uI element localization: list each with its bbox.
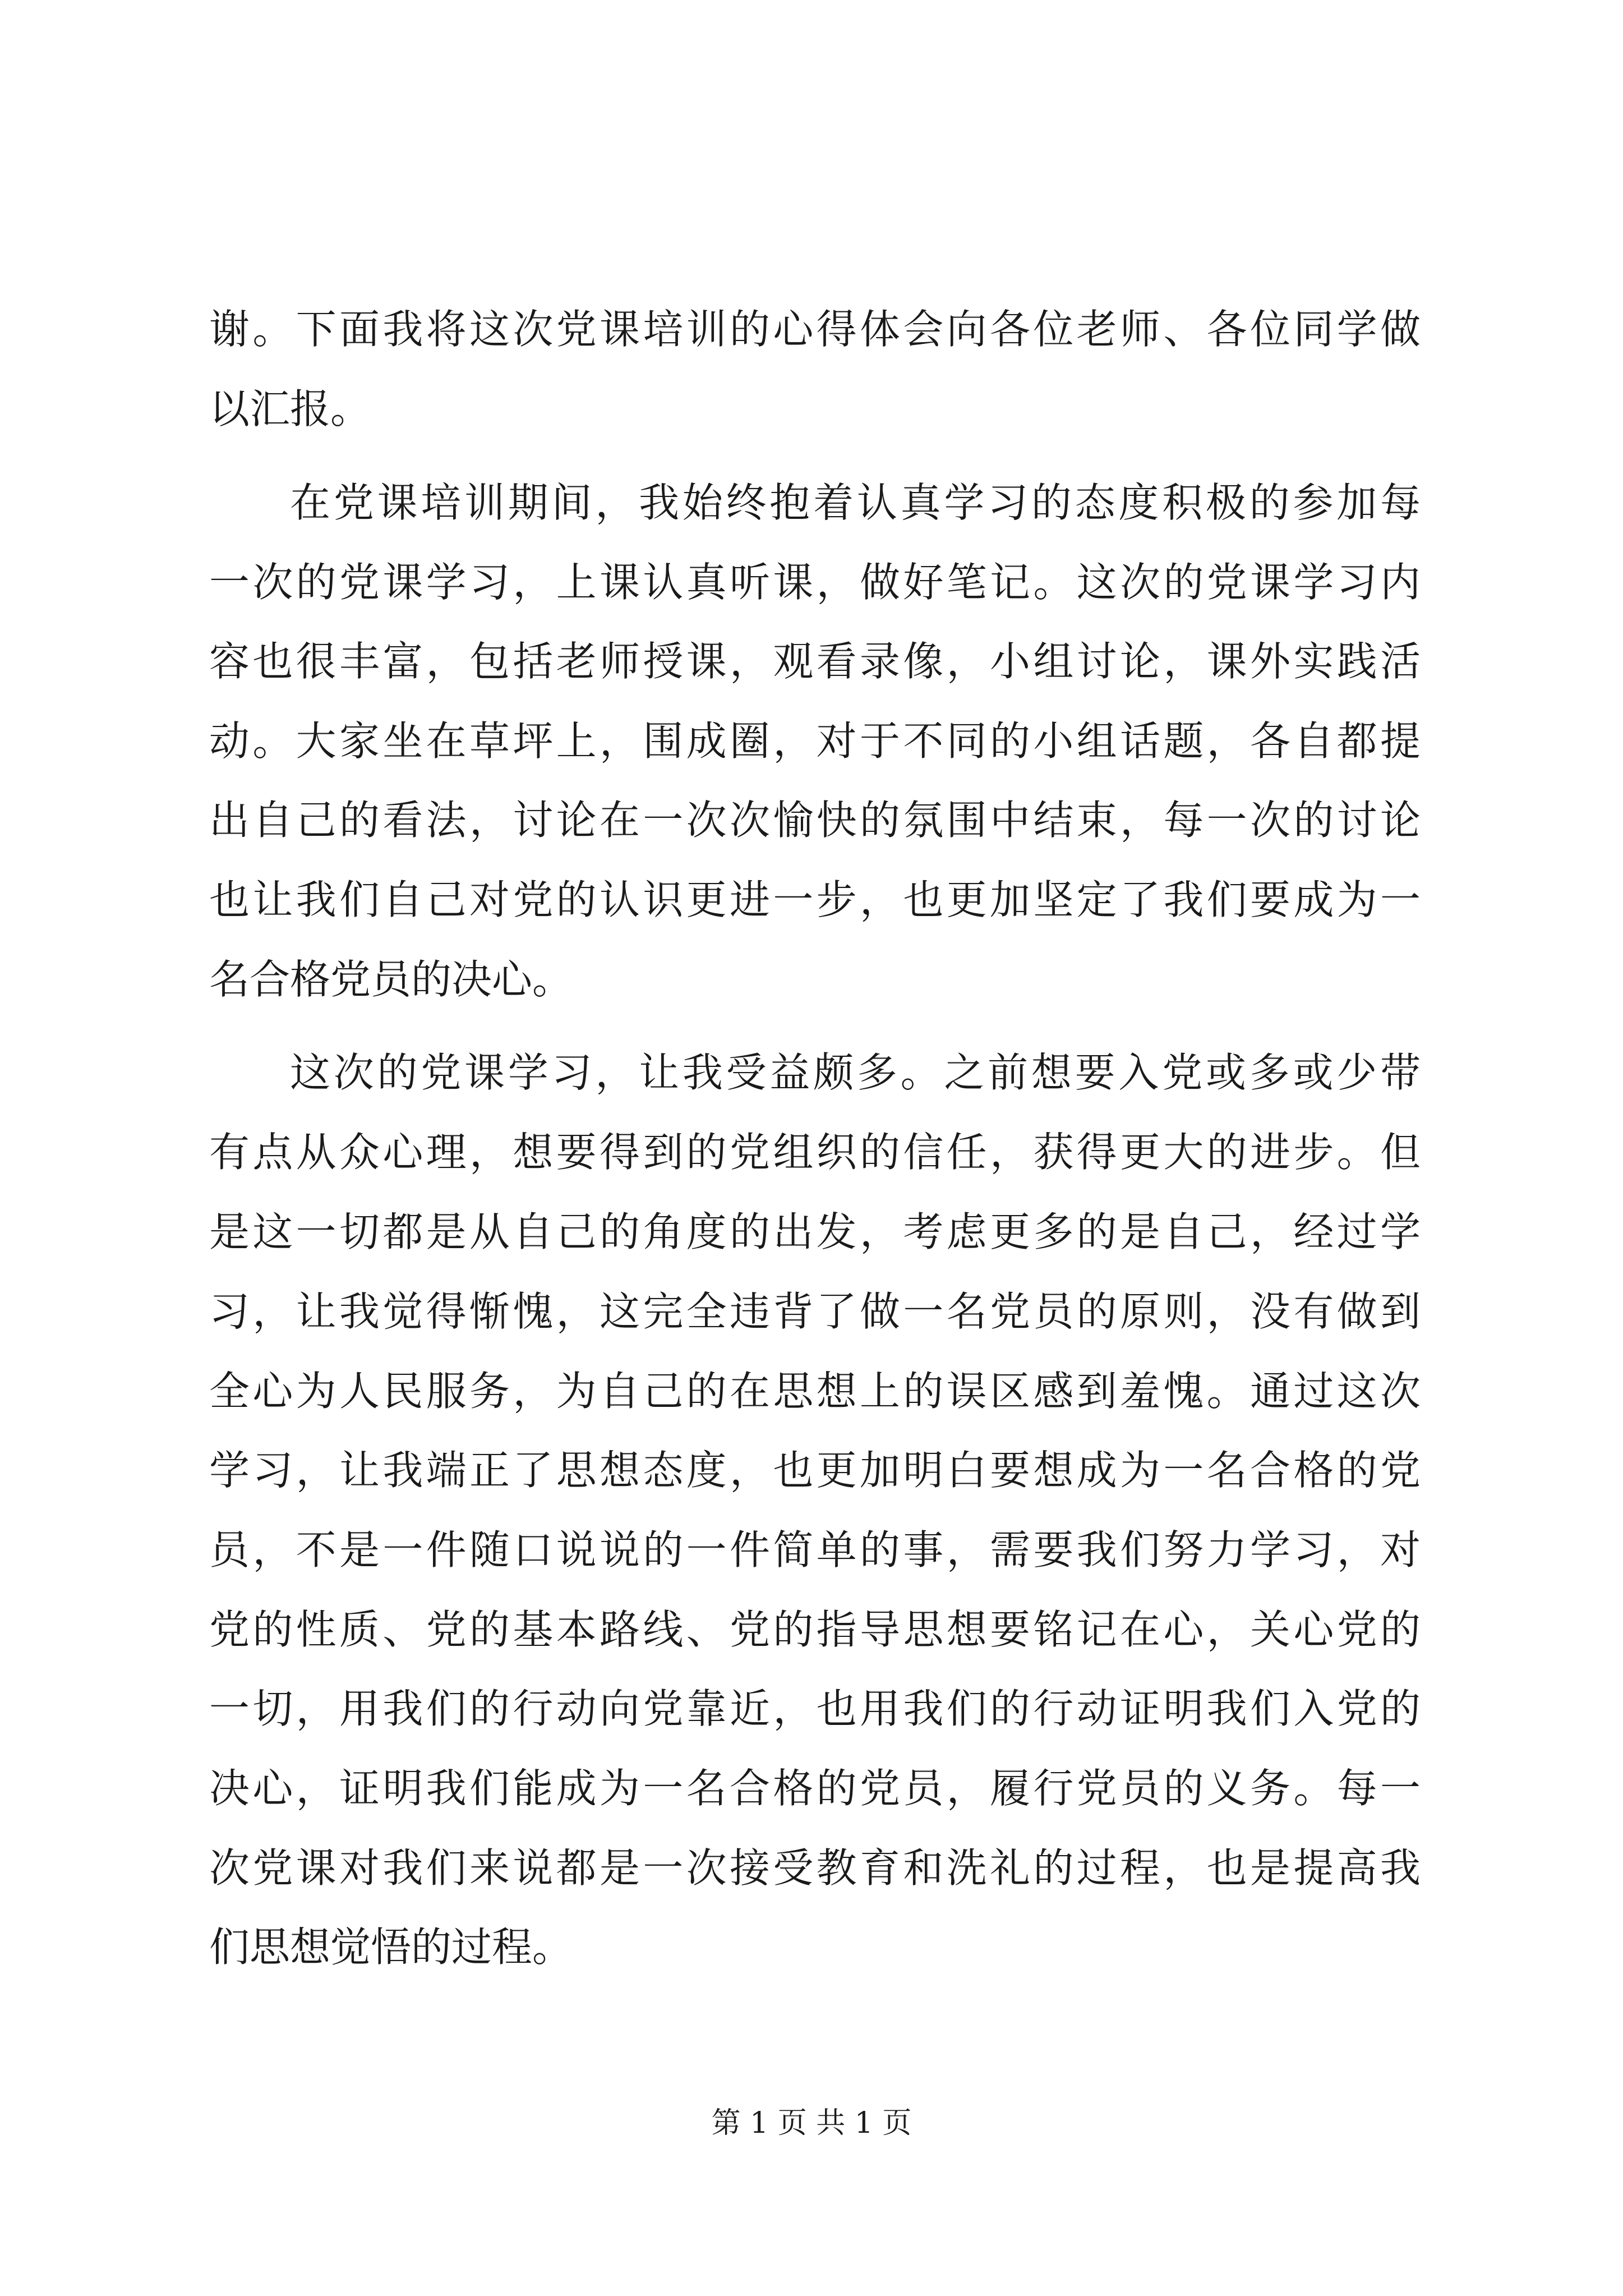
paragraph-line: 是这一切都是从自己的角度的出发，考虑更多的是自己，经过学 bbox=[209, 1208, 1421, 1255]
paragraph-line: 一次的党课学习，上课认真听课，做好笔记。这次的党课学习内 bbox=[209, 559, 1421, 606]
paragraph-line: 员，不是一件随口说说的一件简单的事，需要我们努力学习，对 bbox=[209, 1526, 1421, 1573]
paragraph-line: 全心为人民服务，为自己的在思想上的误区感到羞愧。通过这次 bbox=[209, 1368, 1421, 1415]
paragraph-line: 一切，用我们的行动向党靠近，也用我们的行动证明我们入党的 bbox=[209, 1685, 1421, 1732]
paragraph-line: 党的性质、党的基本路线、党的指导思想要铭记在心，关心党的 bbox=[209, 1606, 1421, 1653]
paragraph-line: 决心，证明我们能成为一名合格的党员，履行党员的义务。每一 bbox=[209, 1765, 1421, 1812]
page-number-footer: 第 1 页 共 1 页 bbox=[711, 2106, 912, 2140]
paragraph-line: 以汇报。 bbox=[209, 385, 371, 432]
paragraph-line: 容也很丰富，包括老师授课，观看录像，小组讨论，课外实践活 bbox=[209, 638, 1421, 685]
paragraph-line: 次党课对我们来说都是一次接受教育和洗礼的过程，也是提高我 bbox=[209, 1844, 1421, 1892]
paragraph-line: 学习，让我端正了思想态度，也更加明白要想成为一名合格的党 bbox=[209, 1447, 1421, 1494]
paragraph-line: 有点从众心理，想要得到的党组织的信任，获得更大的进步。但 bbox=[209, 1129, 1421, 1176]
paragraph-line: 也让我们自己对党的认识更进一步，也更加坚定了我们要成为一 bbox=[209, 876, 1421, 923]
paragraph-line: 出自己的看法，讨论在一次次愉快的氛围中结束，每一次的讨论 bbox=[209, 797, 1421, 844]
paragraph-line: 动。大家坐在草坪上，围成圈，对于不同的小组话题，各自都提 bbox=[209, 717, 1421, 765]
paragraph-line: 们思想觉悟的过程。 bbox=[209, 1924, 573, 1971]
paragraph-line: 这次的党课学习，让我受益颇多。之前想要入党或多或少带 bbox=[290, 1049, 1421, 1096]
paragraph-line: 在党课培训期间，我始终抱着认真学习的态度积极的参加每 bbox=[290, 479, 1421, 526]
paragraph-line: 习，让我觉得惭愧，这完全违背了做一名党员的原则，没有做到 bbox=[209, 1288, 1421, 1335]
paragraph-line: 名合格党员的决心。 bbox=[209, 956, 573, 1003]
paragraph-line: 谢。下面我将这次党课培训的心得体会向各位老师、各位同学做 bbox=[209, 306, 1421, 353]
